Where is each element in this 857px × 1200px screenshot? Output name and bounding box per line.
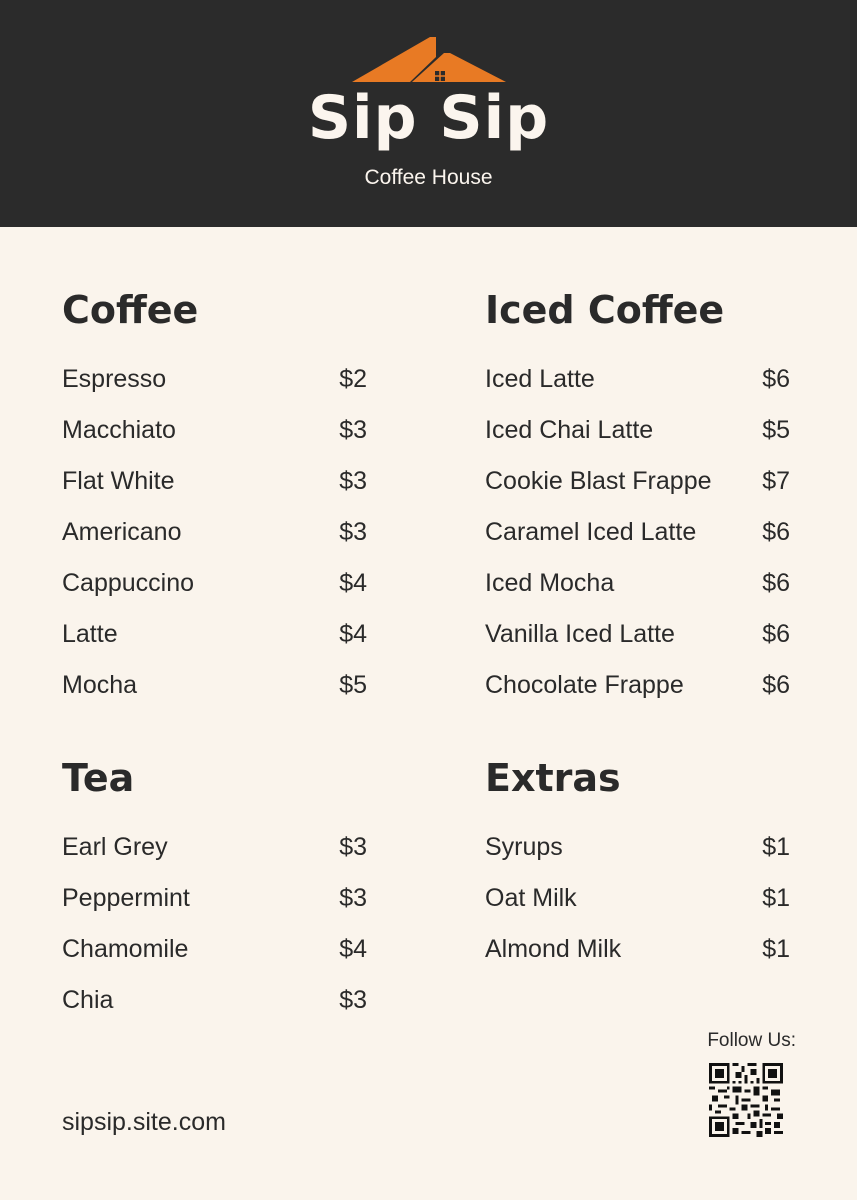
menu-item (62, 506, 367, 557)
menu-item (62, 404, 367, 455)
item-name: Macchiato (62, 415, 176, 444)
brand-name: Sip Sip (307, 83, 550, 153)
item-name: Almond Milk (485, 934, 622, 963)
coffee-section (62, 287, 367, 710)
website-link[interactable]: sipsip.site.com (62, 1108, 226, 1136)
item-name: Oat Milk (485, 883, 577, 912)
menu-item (485, 659, 790, 710)
item-name: Earl Grey (62, 832, 168, 861)
item-name: Cappuccino (62, 568, 195, 597)
item-name: Syrups (485, 832, 563, 861)
menu-item (485, 353, 790, 404)
item-price: $6 (762, 364, 790, 393)
item-price: $1 (762, 832, 790, 861)
item-name: Iced Chai Latte (485, 415, 654, 444)
menu-item (485, 821, 790, 872)
item-name: Iced Mocha (485, 568, 615, 597)
menu-item (62, 455, 367, 506)
item-name: Caramel Iced Latte (485, 517, 697, 546)
menu-item (485, 404, 790, 455)
item-price: $3 (339, 832, 367, 861)
item-name: Latte (62, 619, 118, 648)
section-title: Extras (485, 756, 621, 800)
menu-item (485, 923, 790, 974)
section-title: Coffee (62, 288, 199, 332)
menu-item (62, 659, 367, 710)
item-price: $5 (762, 415, 790, 444)
item-name: Mocha (62, 670, 138, 699)
header-banner (0, 0, 857, 227)
menu-item (485, 506, 790, 557)
item-name: Vanilla Iced Latte (485, 619, 675, 648)
menu-item (485, 455, 790, 506)
menu-item (62, 923, 367, 974)
item-name: Flat White (62, 466, 175, 495)
item-name: Chocolate Frappe (485, 670, 684, 699)
menu-item (485, 872, 790, 923)
item-name: Iced Latte (485, 364, 595, 393)
item-price: $3 (339, 415, 367, 444)
section-title: Tea (62, 756, 135, 800)
item-price: $1 (762, 934, 790, 963)
menu-item (62, 872, 367, 923)
item-price: $3 (339, 517, 367, 546)
item-price: $3 (339, 883, 367, 912)
menu-item (62, 608, 367, 659)
item-price: $7 (762, 466, 790, 495)
menu-item (62, 557, 367, 608)
item-price: $6 (762, 670, 790, 699)
item-price: $6 (762, 517, 790, 546)
item-price: $1 (762, 883, 790, 912)
item-price: $6 (762, 568, 790, 597)
item-price: $2 (339, 364, 367, 393)
iced-coffee-section (485, 287, 790, 710)
tea-section (62, 755, 367, 1025)
menu-item (62, 821, 367, 872)
follow-label: Follow Us: (707, 1030, 796, 1051)
section-title: Iced Coffee (485, 288, 725, 332)
item-price: $4 (339, 934, 367, 963)
item-price: $5 (339, 670, 367, 699)
item-name: Cookie Blast Frappe (485, 466, 712, 495)
menu-item (62, 353, 367, 404)
brand-subtitle: Coffee House (364, 166, 493, 189)
item-name: Espresso (62, 364, 167, 393)
menu-item (485, 557, 790, 608)
item-price: $4 (339, 568, 367, 597)
house-roof-logo-icon (350, 35, 508, 85)
item-price: $3 (339, 466, 367, 495)
item-price: $4 (339, 619, 367, 648)
extras-section (485, 755, 790, 974)
item-price: $6 (762, 619, 790, 648)
item-name: Americano (62, 517, 182, 546)
item-name: Chamomile (62, 934, 189, 963)
menu-item (62, 974, 367, 1025)
item-price: $3 (339, 985, 367, 1014)
qr-code-icon[interactable] (709, 1063, 783, 1137)
item-name: Chia (62, 985, 114, 1014)
menu-item (485, 608, 790, 659)
item-name: Peppermint (62, 883, 190, 912)
